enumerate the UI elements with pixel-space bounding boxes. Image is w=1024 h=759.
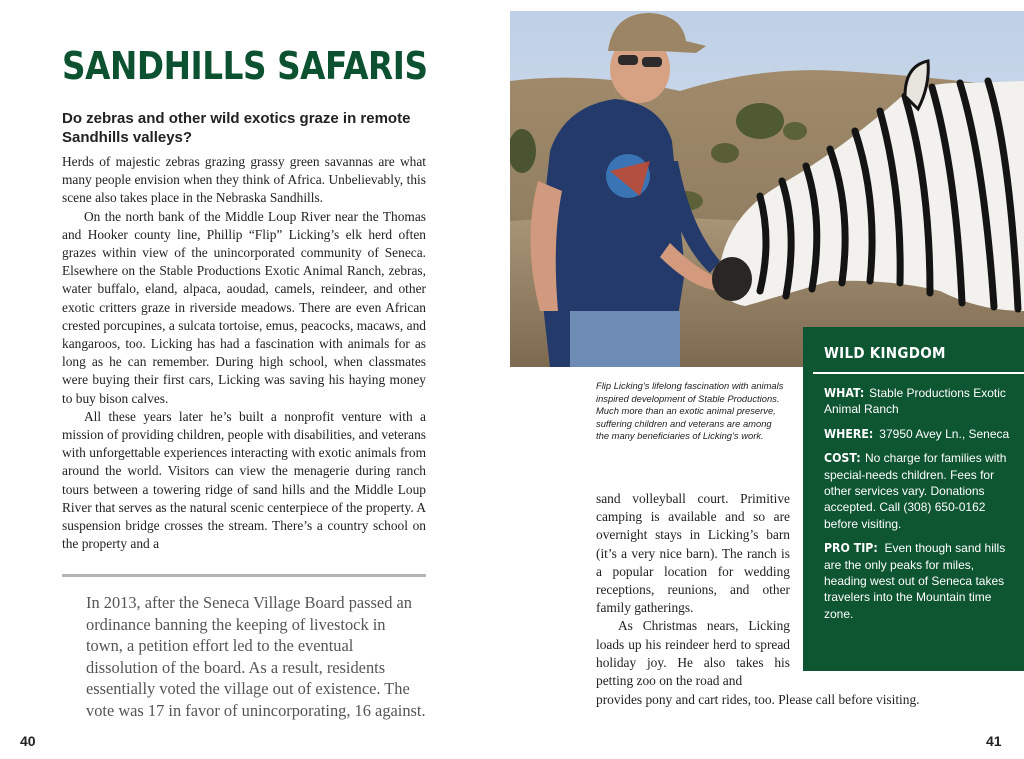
body-last-line: provides pony and cart rides, too. Please call before visiting.: [596, 692, 920, 707]
body-paragraph: On the north bank of the Middle Loup River near the Thomas and Hooker county line, Phillip “Flip” Licking’s elk herd often grazes within view of the unincorporated community of Seneca. Elsewhere on the Stable Productions Exotic Animal Ranch, zebras, water buffalo, eland, alpaca, aoudad, camels, reindeer, and other exotic critters graze in riverside meadows. There are even African crested porcupines, a sulcata tortoise, emus, peacocks, macaws, and kangaroos, too. Licking has had a fascination with animals for as long as he can remember. During high school, when classmates were buying their first cars, Licking was saving his haying money to buy bison calves.: [62, 208, 426, 406]
sidebar-text: 37950 Avey Ln., Seneca: [879, 426, 1010, 441]
sidebar-item-cost: [824, 450, 1014, 532]
sidebar-body: [824, 385, 1014, 630]
article-title: SANDHILLS SAFARIS: [62, 44, 428, 88]
sidebar-label: COST:: [824, 450, 861, 466]
page-number-right: 41: [986, 733, 1002, 749]
sidebar-text: Even though sand hills are the only peaks for miles, heading west out of Seneca takes travelers into the Mountain time zone.: [824, 541, 1006, 621]
sidebar-title: WILD KINGDOM: [824, 344, 946, 362]
sidebar-item-where: [824, 426, 1014, 442]
sidebar-item-pro-tip: [824, 540, 1014, 622]
article-subtitle: Do zebras and other wild exotics graze in remote Sandhills valleys?: [62, 110, 411, 146]
wild-kingdom-sidebar: [803, 327, 1024, 671]
body-paragraph: All these years later he’s built a nonprofit venture with a mission of providing children, people with disabilities, and veterans with unforgettable experiences interacting with exotic animals from around the world. Visitors can view the menagerie during ranch tours between a towering ridge of sand hills and the Middle Loup River that serves as the natural scenic centerpiece of the property. A suspension bridge crosses the stream. There’s a country school on the property and a: [62, 408, 426, 552]
sidebar-label: PRO TIP:: [824, 540, 878, 556]
sidebar-text: Stable Productions Exotic Animal Ranch: [824, 386, 1006, 417]
pullquote-divider: [62, 574, 426, 577]
article-body-left: [62, 153, 426, 553]
sidebar-divider: [813, 372, 1024, 374]
sidebar-text: No charge for families with special-needs children. Fees for other services vary. Donations accepted. Call (308) 650-0162 before visiting.: [824, 451, 1007, 531]
sidebar-item-what: [824, 385, 1014, 418]
page-number-left: 40: [20, 733, 36, 749]
pullquote: In 2013, after the Seneca Village Board passed an ordinance banning the keeping of livestock in town, a petition effort led to the eventual dissolution of the board. As a result, residents essentially voted the village out of existence. The vote was 17 in favor of unincorporating, 16 against.: [86, 593, 426, 720]
man-feeding-zebra-photo: [510, 11, 1024, 367]
photo-caption: Flip Licking’s lifelong fascination with animals inspired development of Stable Productions. Much more than an exotic animal preserve, suffering children and veterans are among the many beneficiaries of Licking’s work.: [596, 380, 784, 442]
body-paragraph: Herds of majestic zebras grazing grassy green savannas are what many people envision when they think of Africa. Unbelievably, this scene also takes place in the Nebraska Sandhills.: [62, 154, 426, 206]
body-paragraph: As Christmas nears, Licking loads up his reindeer herd to spread holiday joy. He also takes his petting zoo on the road and: [596, 618, 790, 689]
sidebar-label: WHERE:: [824, 425, 874, 441]
body-paragraph: sand volleyball court. Primitive camping is available and so are overnight stays in Licking’s barn (it’s a very nice barn). The ranch is a popular location for wedding receptions, reunions, and other family gatherings.: [596, 491, 790, 616]
sidebar-label: WHAT:: [824, 385, 865, 400]
article-body-right: [596, 490, 790, 690]
